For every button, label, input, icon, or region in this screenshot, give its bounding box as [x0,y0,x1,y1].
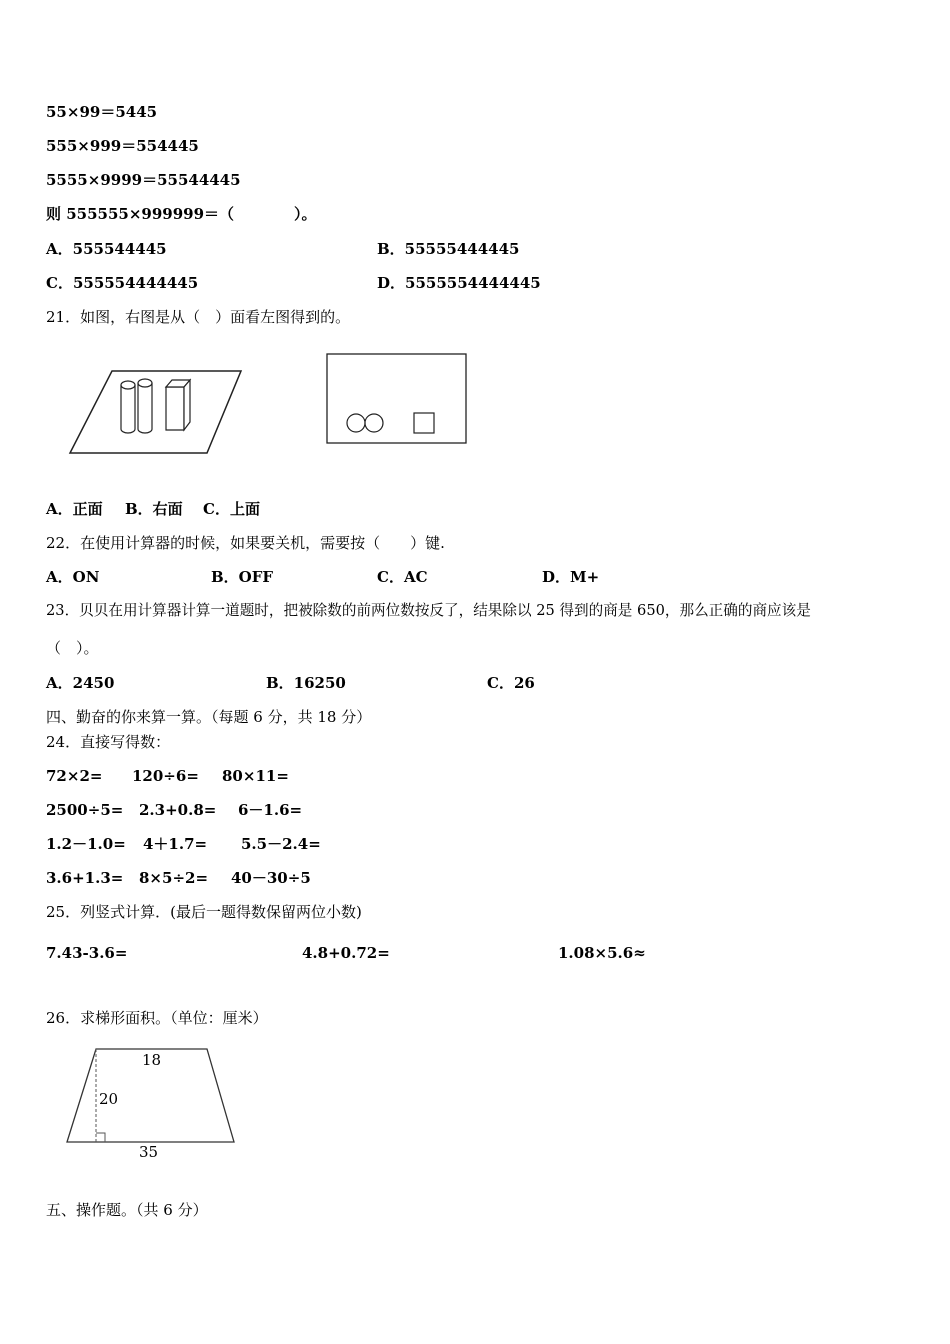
q22-option-d: D．M+ [542,568,600,586]
pattern-option-d: D．5555554444445 [377,274,541,292]
q23-option-b: B．16250 [266,674,346,692]
q24-r2-c2: 2.3+0.8= [139,801,217,819]
q21-option-a: A．正面 [46,500,103,518]
q25-item-3: 1.08×5.6≈ [558,944,646,962]
q24-r2-c1: 2500÷5= [46,801,124,819]
pattern-option-b: B．55555444445 [377,240,520,258]
q24-r1-c1: 72×2= [46,767,103,785]
q24-r1-c2: 120÷6= [132,767,199,785]
q22-stem: 22．在使用计算器的时候，如果要关机，需要按（ ）键. [46,534,445,552]
q22-option-b: B．OFF [211,568,274,586]
pattern-option-a: A．555544445 [46,240,167,258]
section-5-heading: 五、操作题。（共 6 分） [46,1201,208,1219]
q24-r1-c3: 80×11= [222,767,289,785]
q21-view-figure [326,353,468,445]
q26-stem: 26．求梯形面积。（单位：厘米） [46,1009,268,1027]
q24-r4-c1: 3.6+1.3= [46,869,124,887]
q24-r2-c3: 6－1.6= [238,801,303,819]
q26-trapezoid-figure [60,1040,245,1165]
q24-r4-c3: 40－30÷5 [231,869,311,887]
q24-r3-c3: 5.5－2.4= [241,835,321,853]
q23-option-a: A．2450 [46,674,115,692]
section-4-heading: 四、勤奋的你来算一算。（每题 6 分，共 18 分） [46,708,372,726]
q24-stem: 24．直接写得数： [46,733,171,751]
q23-stem-line-2: （ ）。 [46,639,99,657]
pattern-line-2: 555×999＝554445 [46,137,199,155]
q25-stem: 25．列竖式计算．(最后一题得数保留两位小数) [46,903,362,921]
q24-r3-c1: 1.2－1.0= [46,835,126,853]
q25-item-1: 7.43-3.6= [46,944,128,962]
q22-option-c: C．AC [377,568,428,586]
q21-stem: 21．如图，右图是从（ ）面看左图得到的。 [46,308,351,326]
q21-solid-figure [60,360,250,460]
pattern-line-1: 55×99＝5445 [46,103,158,121]
q26-bottom-label: 35 [139,1143,159,1161]
q21-cylinder-1 [121,381,135,433]
q24-r3-c2: 4＋1.7= [143,835,208,853]
q21-option-b: B．右面 [125,500,183,518]
q21-option-c: C．上面 [203,500,260,518]
q24-r4-c2: 8×5÷2= [139,869,209,887]
q26-height-label: 20 [99,1090,119,1108]
q23-option-c: C．26 [487,674,535,692]
q22-option-a: A．ON [46,568,100,586]
pattern-line-3: 5555×9999＝55544445 [46,171,241,189]
q25-item-2: 4.8+0.72= [302,944,390,962]
pattern-question: 则 555555×999999＝（ ）。 [46,205,317,223]
q23-stem-line-1: 23．贝贝在用计算器计算一道题时，把被除数的前两位数按反了，结果除以 25 得到的商是 650，那么正确的商应该是 [46,602,811,619]
q21-cuboid [166,380,190,430]
q21-cylinder-2 [138,379,152,433]
q26-top-label: 18 [142,1051,162,1069]
pattern-option-c: C．555554444445 [46,274,199,292]
